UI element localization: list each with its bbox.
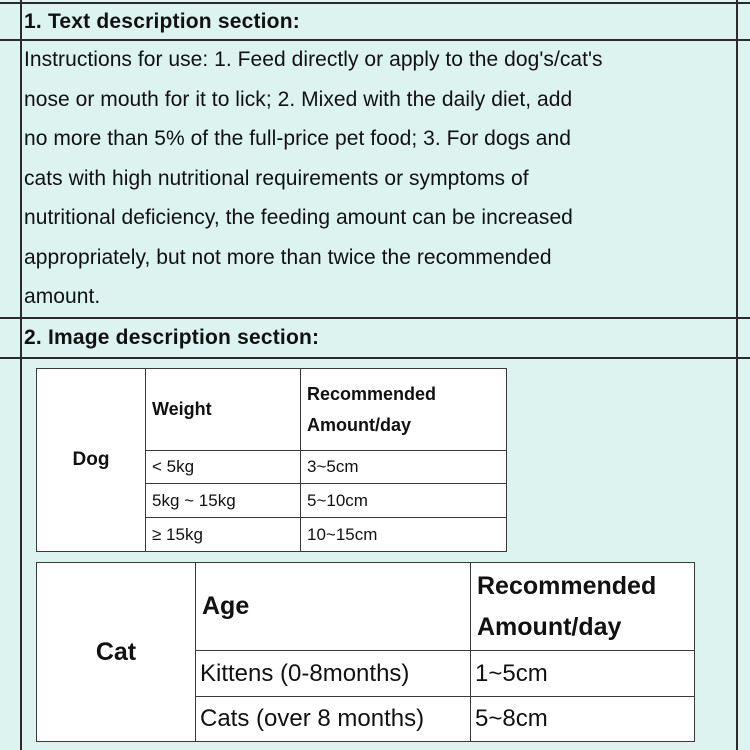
instructions-line: Instructions for use: 1. Feed directly or apply to the dog's/cat's: [24, 48, 603, 71]
cat-amount-header: [471, 563, 695, 651]
instructions-line: appropriately, but not more than twice the recommended: [24, 245, 552, 269]
cat-age-cell: Kittens (0-8months): [196, 651, 471, 696]
dog-amount-cell: 10~15cm: [301, 518, 507, 552]
dog-amount-cell: 3~5cm: [301, 451, 507, 484]
grid-line-left: [20, 0, 22, 750]
instructions-line: nutritional deficiency, the feeding amount can be increased: [24, 206, 573, 229]
dog-amount-cell: 5~10cm: [301, 484, 507, 518]
dog-amount-header-line1: Recommended: [307, 383, 437, 404]
cat-amount-header-line2: Amount/day: [477, 612, 622, 641]
cat-age-cell: Cats (over 8 months): [196, 696, 471, 741]
dog-species-label: Dog: [37, 369, 146, 552]
image-section-header-label: 2. Image description section:: [24, 326, 320, 349]
dog-amount-header: [301, 369, 507, 451]
cat-amount-header-line1: Recommended: [477, 571, 657, 600]
text-section-header-label: 1. Text description section:: [24, 9, 300, 33]
image-section-header: [24, 319, 750, 357]
instructions-text: [24, 40, 739, 317]
dog-weight-cell: ≥ 15kg: [146, 518, 301, 552]
cat-amount-cell: 1~5cm: [471, 651, 695, 696]
instructions-line: nose or mouth for it to lick; 2. Mixed with the daily diet, add: [24, 87, 573, 111]
cat-species-label: Cat: [37, 563, 196, 742]
dog-weight-cell: 5kg ~ 15kg: [146, 484, 301, 518]
cat-age-header: Age: [196, 563, 471, 651]
dog-amount-header-line2: Amount/day: [307, 414, 412, 435]
dog-feeding-table: [36, 368, 507, 552]
grid-line-row3: [0, 357, 750, 359]
dog-weight-header: Weight: [146, 369, 301, 451]
text-section-header: [24, 4, 750, 39]
cat-amount-cell: 5~8cm: [471, 696, 695, 741]
instructions-line: amount.: [24, 285, 101, 308]
instructions-line: no more than 5% of the full-price pet food; 3. For dogs and: [24, 127, 571, 150]
instructions-line: cats with high nutritional requirements or symptoms of: [24, 166, 529, 190]
dog-weight-cell: < 5kg: [146, 451, 301, 484]
cat-feeding-table: [36, 562, 695, 742]
